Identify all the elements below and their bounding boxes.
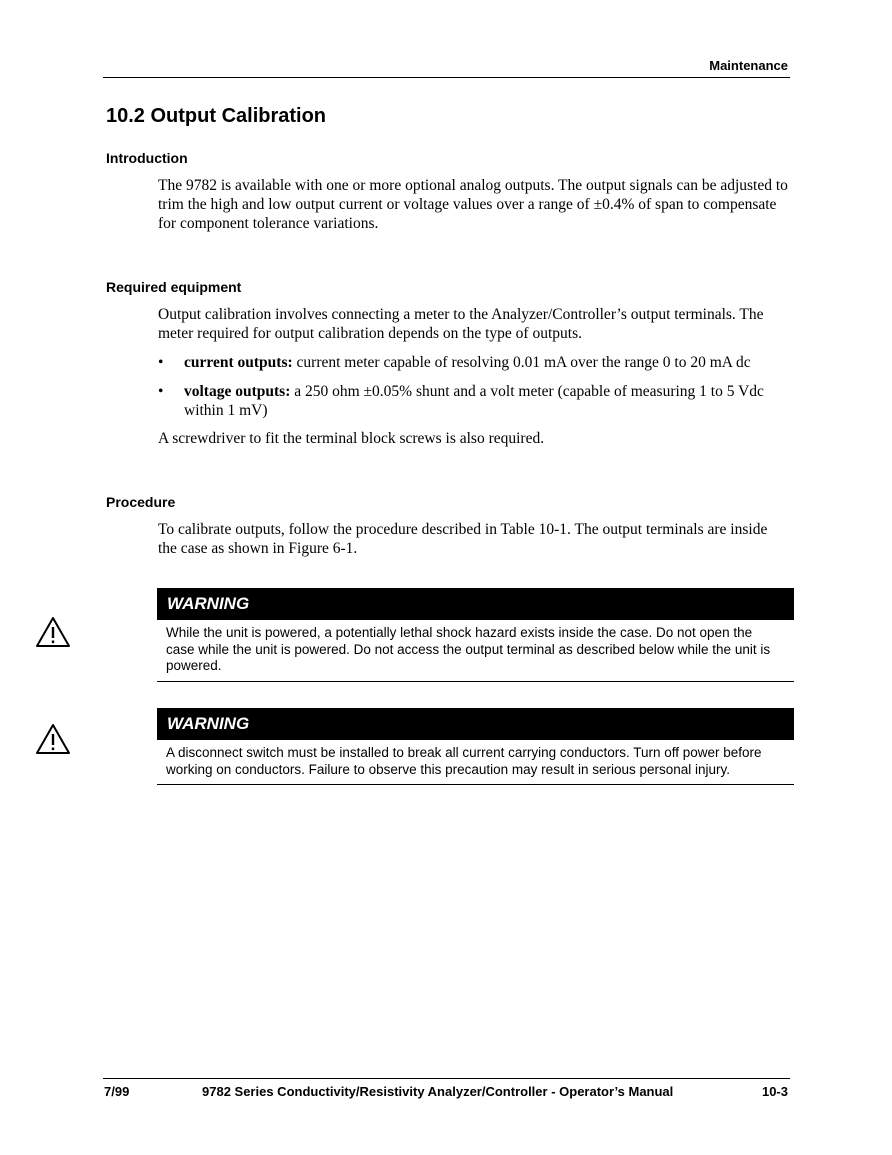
warning-box <box>157 588 794 682</box>
warning-triangle-icon <box>35 723 71 755</box>
list-item-term: voltage outputs: <box>184 383 291 400</box>
warning-text: While the unit is powered, a potentially lethal shock hazard exists inside the case. Do not open the case while the unit is powered. Do not access the output terminal as described below while the unit is powered. <box>157 620 794 682</box>
running-header: Maintenance <box>709 58 788 73</box>
warning-text: A disconnect switch must be installed to break all current carrying conductors. Turn off power before working on conductors. Failure to observe this precaution may result in serious personal injury. <box>157 740 794 785</box>
warning-box <box>157 708 794 785</box>
bullet-icon: • <box>158 383 164 400</box>
warning-triangle-icon <box>35 616 71 648</box>
list-item-text <box>184 382 794 420</box>
header-divider <box>103 77 790 78</box>
footer-page-number: 10-3 <box>761 1084 788 1099</box>
required-equipment-paragraph: Output calibration involves connecting a meter to the Analyzer/Controller’s output terminals. The meter required for output calibration depends on the type of outputs. <box>158 306 764 342</box>
warning-title: WARNING <box>157 588 794 620</box>
procedure-paragraph: To calibrate outputs, follow the procedure described in Table 10-1. The output terminals are inside the case as shown in Figure 6-1. <box>158 521 768 557</box>
section-title: 10.2 Output Calibration <box>106 105 327 127</box>
procedure-heading: Procedure <box>106 494 176 510</box>
footer-divider <box>103 1078 790 1079</box>
footer-date: 7/99 <box>104 1084 130 1099</box>
footer-manual-title: 9782 Series Conductivity/Resistivity Analyzer/Controller - Operator’s Manual <box>202 1084 674 1099</box>
bullet-icon: • <box>158 354 164 371</box>
list-item-term: current outputs: <box>184 354 293 371</box>
list-item-description: current meter capable of resolving 0.01 mA over the range 0 to 20 mA dc <box>292 354 751 371</box>
introduction-paragraph: The 9782 is available with one or more optional analog outputs. The output signals can be adjusted to trim the high and low output current or voltage values over a range of ±0.4% of span to compensate for component tolerance variations. <box>158 177 788 232</box>
warning-title: WARNING <box>157 708 794 740</box>
required-equipment-heading: Required equipment <box>106 279 242 295</box>
required-equipment-closing: A screwdriver to fit the terminal block screws is also required. <box>158 430 545 447</box>
list-item-text <box>184 353 794 372</box>
introduction-heading: Introduction <box>106 150 188 166</box>
list-item-description: a 250 ohm ±0.05% shunt and a volt meter (capable of measuring 1 to 5 Vdc within 1 mV) <box>184 383 764 419</box>
